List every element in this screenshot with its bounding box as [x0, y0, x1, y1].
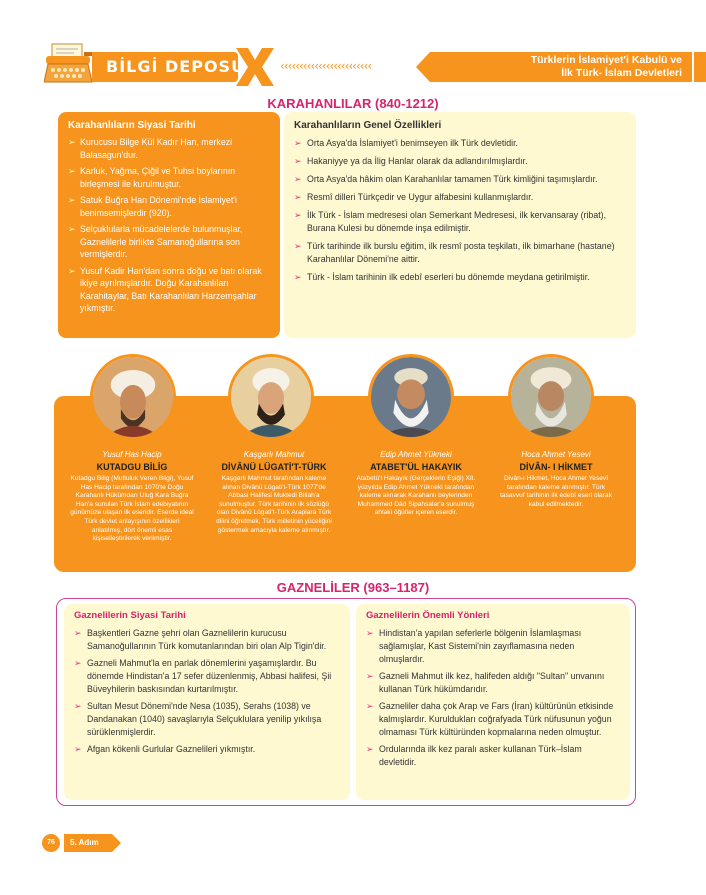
list-item-text: Kurucusu Bilge Kül Kadır Han, merkezi Balasagun'dur.: [80, 137, 233, 160]
list-item: [294, 240, 626, 266]
karahanli-political-box: [58, 112, 280, 338]
work-title: KUTADGU BİLİG: [96, 462, 168, 472]
arrow-icon: ➢: [74, 701, 82, 711]
arrow-icon: ➢: [74, 658, 82, 668]
arrow-icon: ➢: [294, 210, 302, 220]
portrait-yusuf-has-hacip-icon: [90, 354, 176, 440]
list-item-text: Sultan Mesut Dönemi'nde Nesa (1035), Serahs (1038) ve Dandanakan (1040) savaşlarıyla Selçuklulara yenilip yıkılışa sürüklenmişlerdir.: [87, 701, 322, 737]
karahanli-features-heading: Karahanlıların Genel Özellikleri: [294, 120, 442, 131]
list-item: [68, 265, 270, 315]
section-label: BİLGİ DEPOSU: [106, 57, 246, 76]
arrow-icon: ➢: [74, 744, 82, 754]
arrow-icon: ➢: [294, 138, 302, 148]
list-item-text: Orta Asya'da İslamiyet'i benimseyen ilk Türk devletidir.: [307, 138, 518, 148]
arrow-icon: ➢: [68, 224, 76, 234]
list-item: [294, 173, 626, 186]
gazneli-political-heading: Gaznelilerin Siyasi Tarihi: [74, 610, 186, 621]
list-item: [294, 137, 626, 150]
list-item-text: Orta Asya'da hâkim olan Karahanlılar tamamen Türk kimliğini taşımışlardır.: [307, 174, 598, 184]
list-item: [366, 670, 620, 696]
list-item-text: Türk tarihinde ilk burslu eğitim, ilk resmî posta teşkilatı, ilk bimarhane (hastane) Karahanlılar Dönemi'ne aittir.: [307, 241, 615, 264]
list-item-text: Türk - İslam tarihinin ilk edebî eserleri bu dönemde meydana getirilmiştir.: [307, 272, 590, 282]
gazneli-features-box: [356, 604, 630, 800]
arrow-icon: ➢: [68, 137, 76, 147]
work-title: DİVÂNÜ LÜGATİ'T-TÜRK: [221, 462, 327, 472]
list-item: [74, 627, 340, 653]
step-label: 5. Adım: [64, 834, 112, 852]
list-item: [74, 700, 340, 739]
karahanli-features-list: [294, 137, 626, 284]
list-item-text: Gazneliler daha çok Arap ve Fars (İran) kültürünün etkisinde kalmışlardır. Kuruldukları coğrafyada Türk nüfusunun yoğun olmaması Türk kültüründen kopmalarına neden olmuştur.: [379, 701, 614, 737]
list-item-text: Afgan kökenli Gurlular Gaznelileri yıkmıştır.: [87, 744, 256, 754]
work-author: Yusuf Has Hacip: [102, 450, 162, 459]
list-item-text: Hindistan'a yapılan seferlerle bölgenin İslamlaşması sağlamışlar, Kast Sistemi'nin zayıflamasına neden olmuşlardır.: [379, 628, 582, 664]
list-item: [294, 155, 626, 168]
unit-title-line2: İlk Türk- İslam Devletleri: [561, 67, 682, 79]
list-item: [68, 165, 270, 190]
arrow-icon: ➢: [366, 628, 374, 638]
gazneli-features-heading: Gaznelilerin Önemli Yönleri: [366, 610, 490, 621]
list-item: [366, 700, 620, 739]
portrait-kasgarli-mahmut-icon: [228, 354, 314, 440]
arrow-icon: ➢: [74, 628, 82, 638]
cross-decoration-icon: [232, 44, 278, 90]
gazneli-political-box: [64, 604, 350, 800]
arrow-icon: ➢: [366, 671, 374, 681]
work-description: Divân-ı Hikmet, Hoca Ahmet Yesevî tarafından kaleme alınmıştır. Türk tasavvuf tarihinin ilk edebî eseri olarak kabul edilmektedir.: [500, 475, 612, 508]
list-item: [294, 209, 626, 235]
arrow-icon: ➢: [294, 192, 302, 202]
list-item: [68, 194, 270, 219]
unit-title: [430, 54, 682, 80]
work-author: Hoca Ahmet Yesevi: [521, 450, 591, 459]
list-item-text: Selçuklularla mücadelelerde bulunmuşlar, Gaznelilerle birlikte Samanoğullarına son vermişlerdir.: [80, 224, 243, 259]
page-number: 76: [42, 834, 60, 852]
list-item-text: Gazneli Mahmut ilk kez, halifeden aldığı "Sultan" unvanını kullanan Türk hükümdarıdır.: [379, 671, 605, 694]
typewriter-icon: [44, 40, 96, 86]
arrow-icon: ➢: [294, 272, 302, 282]
arrow-icon: ➢: [366, 701, 374, 711]
list-item: [366, 627, 620, 666]
list-item-text: Ordularında ilk kez paralı asker kullanan Türk–İslam devletidir.: [379, 744, 582, 767]
arrow-icon: ➢: [68, 195, 76, 205]
karahanlilar-title: KARAHANLILAR (840-1212): [267, 96, 439, 111]
karahanli-political-heading: Karahanlıların Siyasi Tarihi: [68, 120, 196, 131]
unit-title-band: [430, 52, 692, 82]
list-item-text: Gazneli Mahmut'la en parlak dönemlerini yaşamışlardır. Bu dönemde Hindistan'a 17 sefer düzenlenmiş, Abbasi halifesi, Şii Büveyhilerin baskısından kurtarılmıştır.: [87, 658, 332, 694]
portrait-hoca-ahmet-yesevi-icon: [508, 354, 594, 440]
unit-title-line1: Türklerin İslamiyet'i Kabulü ve: [530, 54, 682, 66]
work-title: DİVÂN- I HİKMET: [519, 462, 593, 472]
list-item-text: Resmî dilleri Türkçedir ve Uygur alfabesini kullanmışlardır.: [307, 192, 534, 202]
list-item: [68, 136, 270, 161]
gazneli-political-list: [74, 627, 340, 756]
list-item-text: Yusuf Kadir Han'dan sonra doğu ve batı olarak ikiye ayrılmışlardır. Doğu Karahanlıları Karahitaylar, Batı Karahanlıları Harzemşahlar yıkmıştır.: [80, 265, 262, 313]
list-item: [74, 743, 340, 756]
chevron-decoration: ‹‹‹‹‹‹‹‹‹‹‹‹‹‹‹‹‹‹‹‹‹‹‹‹: [280, 59, 372, 73]
work-author: Edip Ahmet Yükneki: [380, 450, 452, 459]
work-author: Kaşgarlı Mahmut: [243, 450, 305, 459]
list-item: [294, 191, 626, 204]
list-item: [294, 271, 626, 284]
list-item-text: İlk Türk - İslam medresesi olan Semerkant Medresesi, ilk kervansaray (ribat), Burana Kulesi bu dönemde inşa edilmiştir.: [307, 210, 607, 233]
arrow-icon: ➢: [68, 265, 76, 276]
work-description: Kaşgarlı Mahmut tarafından kaleme alınan Divânü Lügati't-Türk 1077'de Abbasi Halifesi Muktedi Billah'a sunulmuştur. Türk tarihinin ilk sözlüğü olan Divânü Lügati't-Türk Araplara Türk dilini öğretmek, Türk milletinin yüceliğini göstermek amacıyla kaleme alınmıştır.: [216, 475, 332, 534]
header-edge-tab: [694, 52, 706, 82]
karahanli-features-box: [284, 112, 636, 338]
work-description: Atabetü'l Hakayık (Gerçeklerin Eşiği) XII. yüzyılda Edip Ahmet Yükneki tarafından kaleme alınarak Karahanlı beylerinden Muhammed Dâd Sipahsalar'a sunulmuş ahlaki öğütler içeren eserdir.: [356, 475, 476, 517]
gazneliler-title: GAZNELİLER (963–1187): [276, 580, 430, 595]
list-item-text: Başkentleri Gazne şehri olan Gaznelilerin kurucusu Samanoğullarının Türk komutanlarından biri olan Alp Tigin'dir.: [87, 628, 327, 651]
list-item: [366, 743, 620, 769]
work-title: ATABET'ÜL HAKAYIK: [370, 462, 462, 472]
gazneli-features-list: [366, 627, 620, 769]
arrow-icon: ➢: [68, 166, 76, 176]
list-item-text: Hakaniyye ya da İlig Hanlar olarak da adlandırılmışlardır.: [307, 156, 528, 166]
list-item: [74, 657, 340, 696]
list-item: [68, 223, 270, 261]
list-item-text: Satuk Buğra Han Dönemi'nde İslamiyet'i benimsemişlerdir (920).: [80, 195, 237, 218]
page-header: [0, 40, 706, 92]
arrow-icon: ➢: [294, 174, 302, 184]
arrow-icon: ➢: [294, 241, 302, 251]
karahanli-political-list: [68, 136, 270, 315]
list-item-text: Karluk, Yağma, Çiğil ve Tuhsi boylarının birleşmesi ile kurulmuştur.: [80, 166, 236, 189]
arrow-icon: ➢: [366, 744, 374, 754]
portrait-edip-ahmet-yukneki-icon: [368, 354, 454, 440]
work-description: Kutadgu Bilig (Mutluluk Veren Bilgi), Yusuf Has Hacip tarafından 1070'te Doğu Karahanlı Hükümdarı Uluğ Kara Buğra Han'a sunulan Türk İslam edebiyatının günümüze ulaşan ilk eseridir. Eserde ideal Türk devlet anlayışının özellikleri anlatılmış, dört önemli esas kişiselleştirilerek verilmiştir.: [70, 475, 194, 543]
arrow-icon: ➢: [294, 156, 302, 166]
